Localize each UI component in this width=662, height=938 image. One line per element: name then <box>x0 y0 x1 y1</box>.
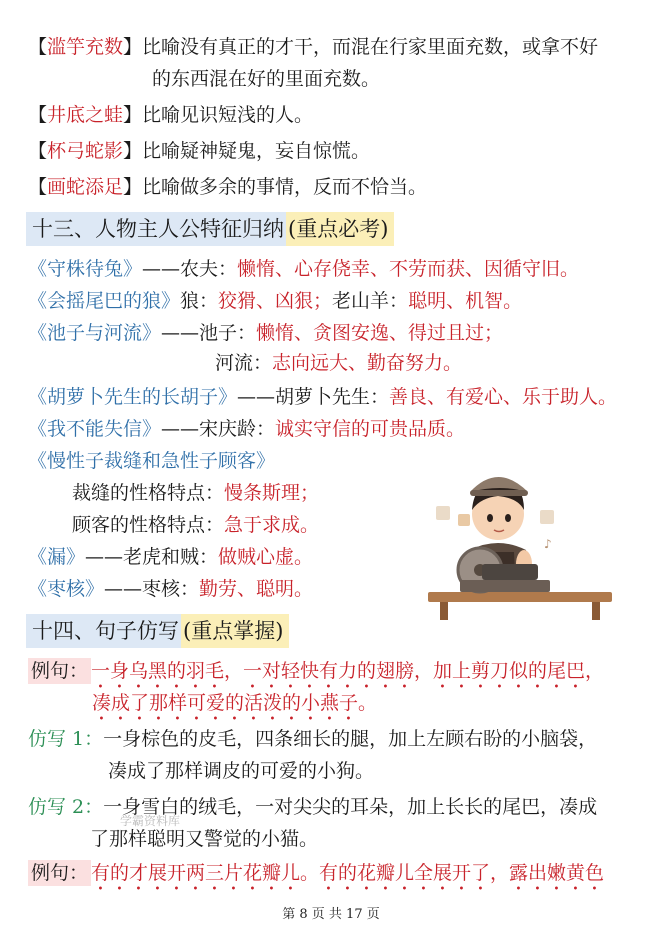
example-line-cont: 凑成了那样可爱的活泼的小燕子。 <box>92 692 378 714</box>
section-title: 十四、句子仿写 <box>26 614 181 648</box>
story-title: 《枣核》 <box>28 578 105 600</box>
idiom-definition: 比喻没有真正的才干，而混在行家里面充数，或拿不好 <box>142 36 599 58</box>
character-row: 《枣核》——枣核：勤劳、聪明。 <box>28 578 314 600</box>
section-tag: (重点必考) <box>286 212 394 246</box>
idiom-term: 杯弓蛇影 <box>47 140 124 162</box>
character-traits: 慢条斯理； <box>224 482 320 504</box>
idiom-definition: 比喻做多余的事情，反而不恰当。 <box>142 176 428 198</box>
character-traits: 善良、有爱心、乐于助人。 <box>389 386 618 408</box>
svg-text:♪: ♪ <box>544 537 552 551</box>
example-label: 例句： <box>28 860 91 886</box>
idiom-row: 【井底之蛙】比喻见识短浅的人。 <box>28 104 314 126</box>
imitation-line-cont: 了那样聪明又警觉的小猫。 <box>90 828 319 850</box>
character-traits: 懒惰、心存侥幸、不劳而获、因循守旧。 <box>237 258 580 280</box>
idiom-term: 井底之蛙 <box>47 104 124 126</box>
imitation-label: 仿写 2： <box>28 796 104 818</box>
character-row: 《我不能失信》——宋庆龄：诚实守信的可贵品质。 <box>28 418 466 440</box>
character-traits: 懒惰、贪图安逸、得过且过； <box>256 322 504 344</box>
character-traits: 志向远大、勤奋努力。 <box>272 352 463 374</box>
character-traits: 勤劳、聪明。 <box>199 578 314 600</box>
idiom-definition: 比喻疑神疑鬼，妄自惊慌。 <box>142 140 371 162</box>
story-title: 《我不能失信》 <box>28 418 162 440</box>
section-heading-13 <box>26 212 394 246</box>
character-row <box>28 448 275 474</box>
example-sentence <box>28 658 604 693</box>
imitation-sentence: 仿写 2：一身雪白的绒毛，一对尖尖的耳朵，加上长长的尾巴，凑成 <box>28 796 598 818</box>
imitation-line-cont: 凑成了那样调皮的可爱的小狗。 <box>108 760 375 782</box>
example-line: 一身乌黑的羽毛，一对轻快有力的翅膀，加上剪刀似的尾巴， <box>91 660 605 682</box>
example-label: 例句： <box>28 658 91 684</box>
character-row: 《胡萝卜先生的长胡子》——胡萝卜先生：善良、有爱心、乐于助人。 <box>28 386 618 408</box>
idiom-row: 【画蛇添足】比喻做多余的事情，反而不恰当。 <box>28 176 428 198</box>
character-row: 《会摇尾巴的狼》狼：狡猾、凶狠；老山羊：聪明、机智。 <box>28 290 523 312</box>
example-sentence <box>28 860 604 895</box>
idiom-term: 画蛇添足 <box>47 176 124 198</box>
character-row: 《漏》——老虎和贼：做贼心虚。 <box>28 546 314 568</box>
character-row-cont: 顾客的性格特点：急于求成。 <box>72 514 320 536</box>
idiom-definition-cont: 的东西混在好的里面充数。 <box>152 68 381 90</box>
story-title: 《守株待兔》 <box>28 258 143 280</box>
idiom-row: 【杯弓蛇影】比喻疑神疑鬼，妄自惊慌。 <box>28 140 371 162</box>
idiom-definition: 比喻见识短浅的人。 <box>142 104 314 126</box>
character-traits: 诚实守信的可贵品质。 <box>275 418 466 440</box>
story-title: 《漏》 <box>28 546 86 568</box>
section-title: 十三、人物主人公特征归纳 <box>26 212 286 246</box>
story-title: 《会摇尾巴的狼》 <box>28 290 181 312</box>
character-row-cont: 河流：志向远大、勤奋努力。 <box>215 352 463 374</box>
section-heading-14 <box>26 614 289 648</box>
watermark: 学霸资料库 <box>120 814 181 828</box>
imitation-label: 仿写 1： <box>28 728 104 750</box>
character-traits: 急于求成。 <box>224 514 320 536</box>
character-row: 《守株待兔》——农夫：懒惰、心存侥幸、不劳而获、因循守旧。 <box>28 258 580 280</box>
page-footer: 第 8 页 共 17 页 <box>282 907 380 922</box>
imitation-sentence: 仿写 1：一身棕色的皮毛，四条细长的腿，加上左顾右盼的小脑袋， <box>28 728 598 750</box>
story-title: 《慢性子裁缝和急性子顾客》 <box>28 450 276 472</box>
section-tag: (重点掌握) <box>181 614 289 648</box>
story-title: 《池子与河流》 <box>28 322 162 344</box>
character-traits: 做贼心虚。 <box>218 546 314 568</box>
idiom-term: 滥竽充数 <box>47 36 124 58</box>
story-title: 《胡萝卜先生的长胡子》 <box>28 386 238 408</box>
character-row: 《池子与河流》——池子：懒惰、贪图安逸、得过且过； <box>28 322 504 344</box>
character-row-cont: 裁缝的性格特点：慢条斯理； <box>72 482 320 504</box>
example-line: 有的才展开两三片花瓣儿。有的花瓣儿全展开了，露出嫩黄色 <box>91 862 605 884</box>
idiom-row: 【滥竽充数】比喻没有真正的才干，而混在行家里面充数，或拿不好 <box>28 36 599 58</box>
boy-craftsman-illustration <box>420 452 620 622</box>
